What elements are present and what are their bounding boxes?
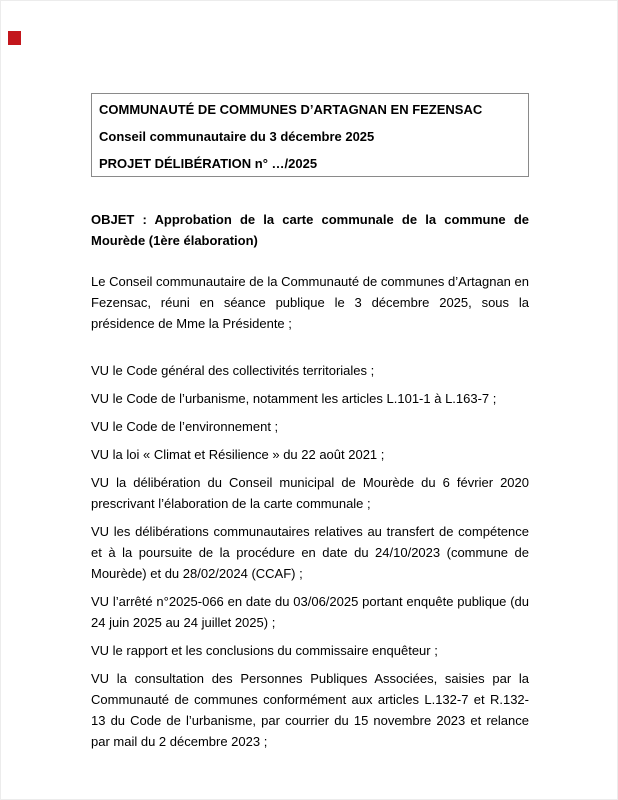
- vu-clause-transfert-competence: VU les délibérations communautaires relatives au transfert de compétence et à la poursuite de la procédure en date du 24/10/2023 (commune de Mourède) et du 28/02/2024 (CCAF) ;: [91, 524, 529, 581]
- header-commune-title: COMMUNAUTÉ DE COMMUNES D’ARTAGNAN EN FEZENSAC: [99, 102, 483, 117]
- header-project-number-line: PROJET DÉLIBÉRATION n° …/2025: [99, 156, 318, 171]
- vu-clause-deliberation-prescription: VU la délibération du Conseil municipal de Mourède du 6 février 2020 prescrivant l’élaboration de la carte communale ;: [91, 475, 529, 511]
- objet-paragraph: OBJET : Approbation de la carte communale de la commune de Mourède (1ère élaboration): [91, 212, 529, 248]
- vu-clause-loi-climat: VU la loi « Climat et Résilience » du 22 août 2021 ;: [91, 447, 385, 462]
- intro-paragraph: Le Conseil communautaire de la Communauté de communes d’Artagnan en Fezensac, réuni en séance publique le 3 décembre 2025, sous la présidence de Mme la Présidente ;: [91, 274, 529, 331]
- vu-clause-environnement: VU le Code de l’environnement ;: [91, 419, 279, 434]
- vu-clause-collectivites: VU le Code général des collectivités territoriales ;: [91, 363, 375, 378]
- red-square-marker: [8, 31, 21, 45]
- vu-clause-rapport-commissaire: VU le rapport et les conclusions du commissaire enquêteur ;: [91, 643, 438, 658]
- document-content: [91, 93, 529, 759]
- header-session-line: Conseil communautaire du 3 décembre 2025: [99, 129, 375, 144]
- header-box: [91, 93, 529, 177]
- vu-clause-arrete-enquete: VU l’arrêté n°2025-066 en date du 03/06/2025 portant enquête publique (du 24 juin 2025 au 24 juillet 2025) ;: [91, 594, 529, 630]
- vu-clause-urbanisme: VU le Code de l’urbanisme, notamment les articles L.101-1 à L.163-7 ;: [91, 391, 497, 406]
- vu-clause-consultation-ppa: VU la consultation des Personnes Publiques Associées, saisies par la Communauté de communes conformément aux articles L.132-7 et R.132-13 du Code de l’urbanisme, par courrier du 15 novembre 2023 et relance par mail du 2 décembre 2023 ;: [91, 671, 529, 749]
